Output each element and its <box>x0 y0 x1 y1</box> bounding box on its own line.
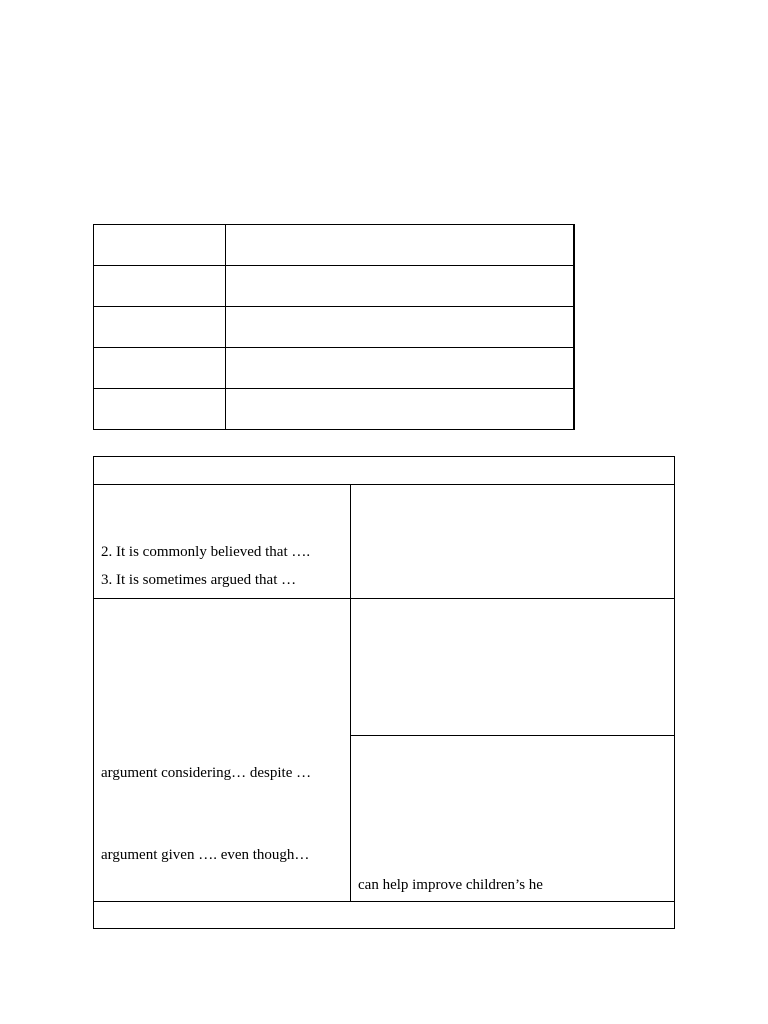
table-cell <box>94 225 226 266</box>
table-row <box>94 599 675 736</box>
intro-line: 2. It is commonly believed that …. <box>101 544 311 560</box>
table-row <box>94 457 675 485</box>
table-cell <box>226 307 575 348</box>
table-cell <box>94 266 226 307</box>
table-row <box>94 348 575 389</box>
table-row <box>94 389 575 430</box>
counter-line: argument given …. even though… <box>101 847 310 863</box>
table-cell <box>226 225 575 266</box>
example-cell <box>351 736 675 902</box>
bottom-table <box>93 456 675 929</box>
header-cell <box>94 457 675 485</box>
footer-cell <box>94 902 675 929</box>
table-row <box>94 485 675 599</box>
right-cell <box>351 599 675 736</box>
table-row <box>94 225 575 266</box>
counter-cell <box>94 599 351 902</box>
table-row <box>94 266 575 307</box>
intro-right-cell <box>351 485 675 599</box>
table-cell <box>94 389 226 430</box>
table-row <box>94 307 575 348</box>
table-cell <box>226 348 575 389</box>
table-cell <box>94 348 226 389</box>
table-cell <box>94 307 226 348</box>
counter-line: argument considering… despite … <box>101 765 312 781</box>
table-row <box>94 902 675 929</box>
example-line: can help improve children’s he <box>358 877 543 893</box>
intro-line: 3. It is sometimes argued that … <box>101 572 297 588</box>
table-cell <box>226 266 575 307</box>
top-table <box>93 224 575 430</box>
table-cell <box>226 389 575 430</box>
intro-cell <box>94 485 351 599</box>
